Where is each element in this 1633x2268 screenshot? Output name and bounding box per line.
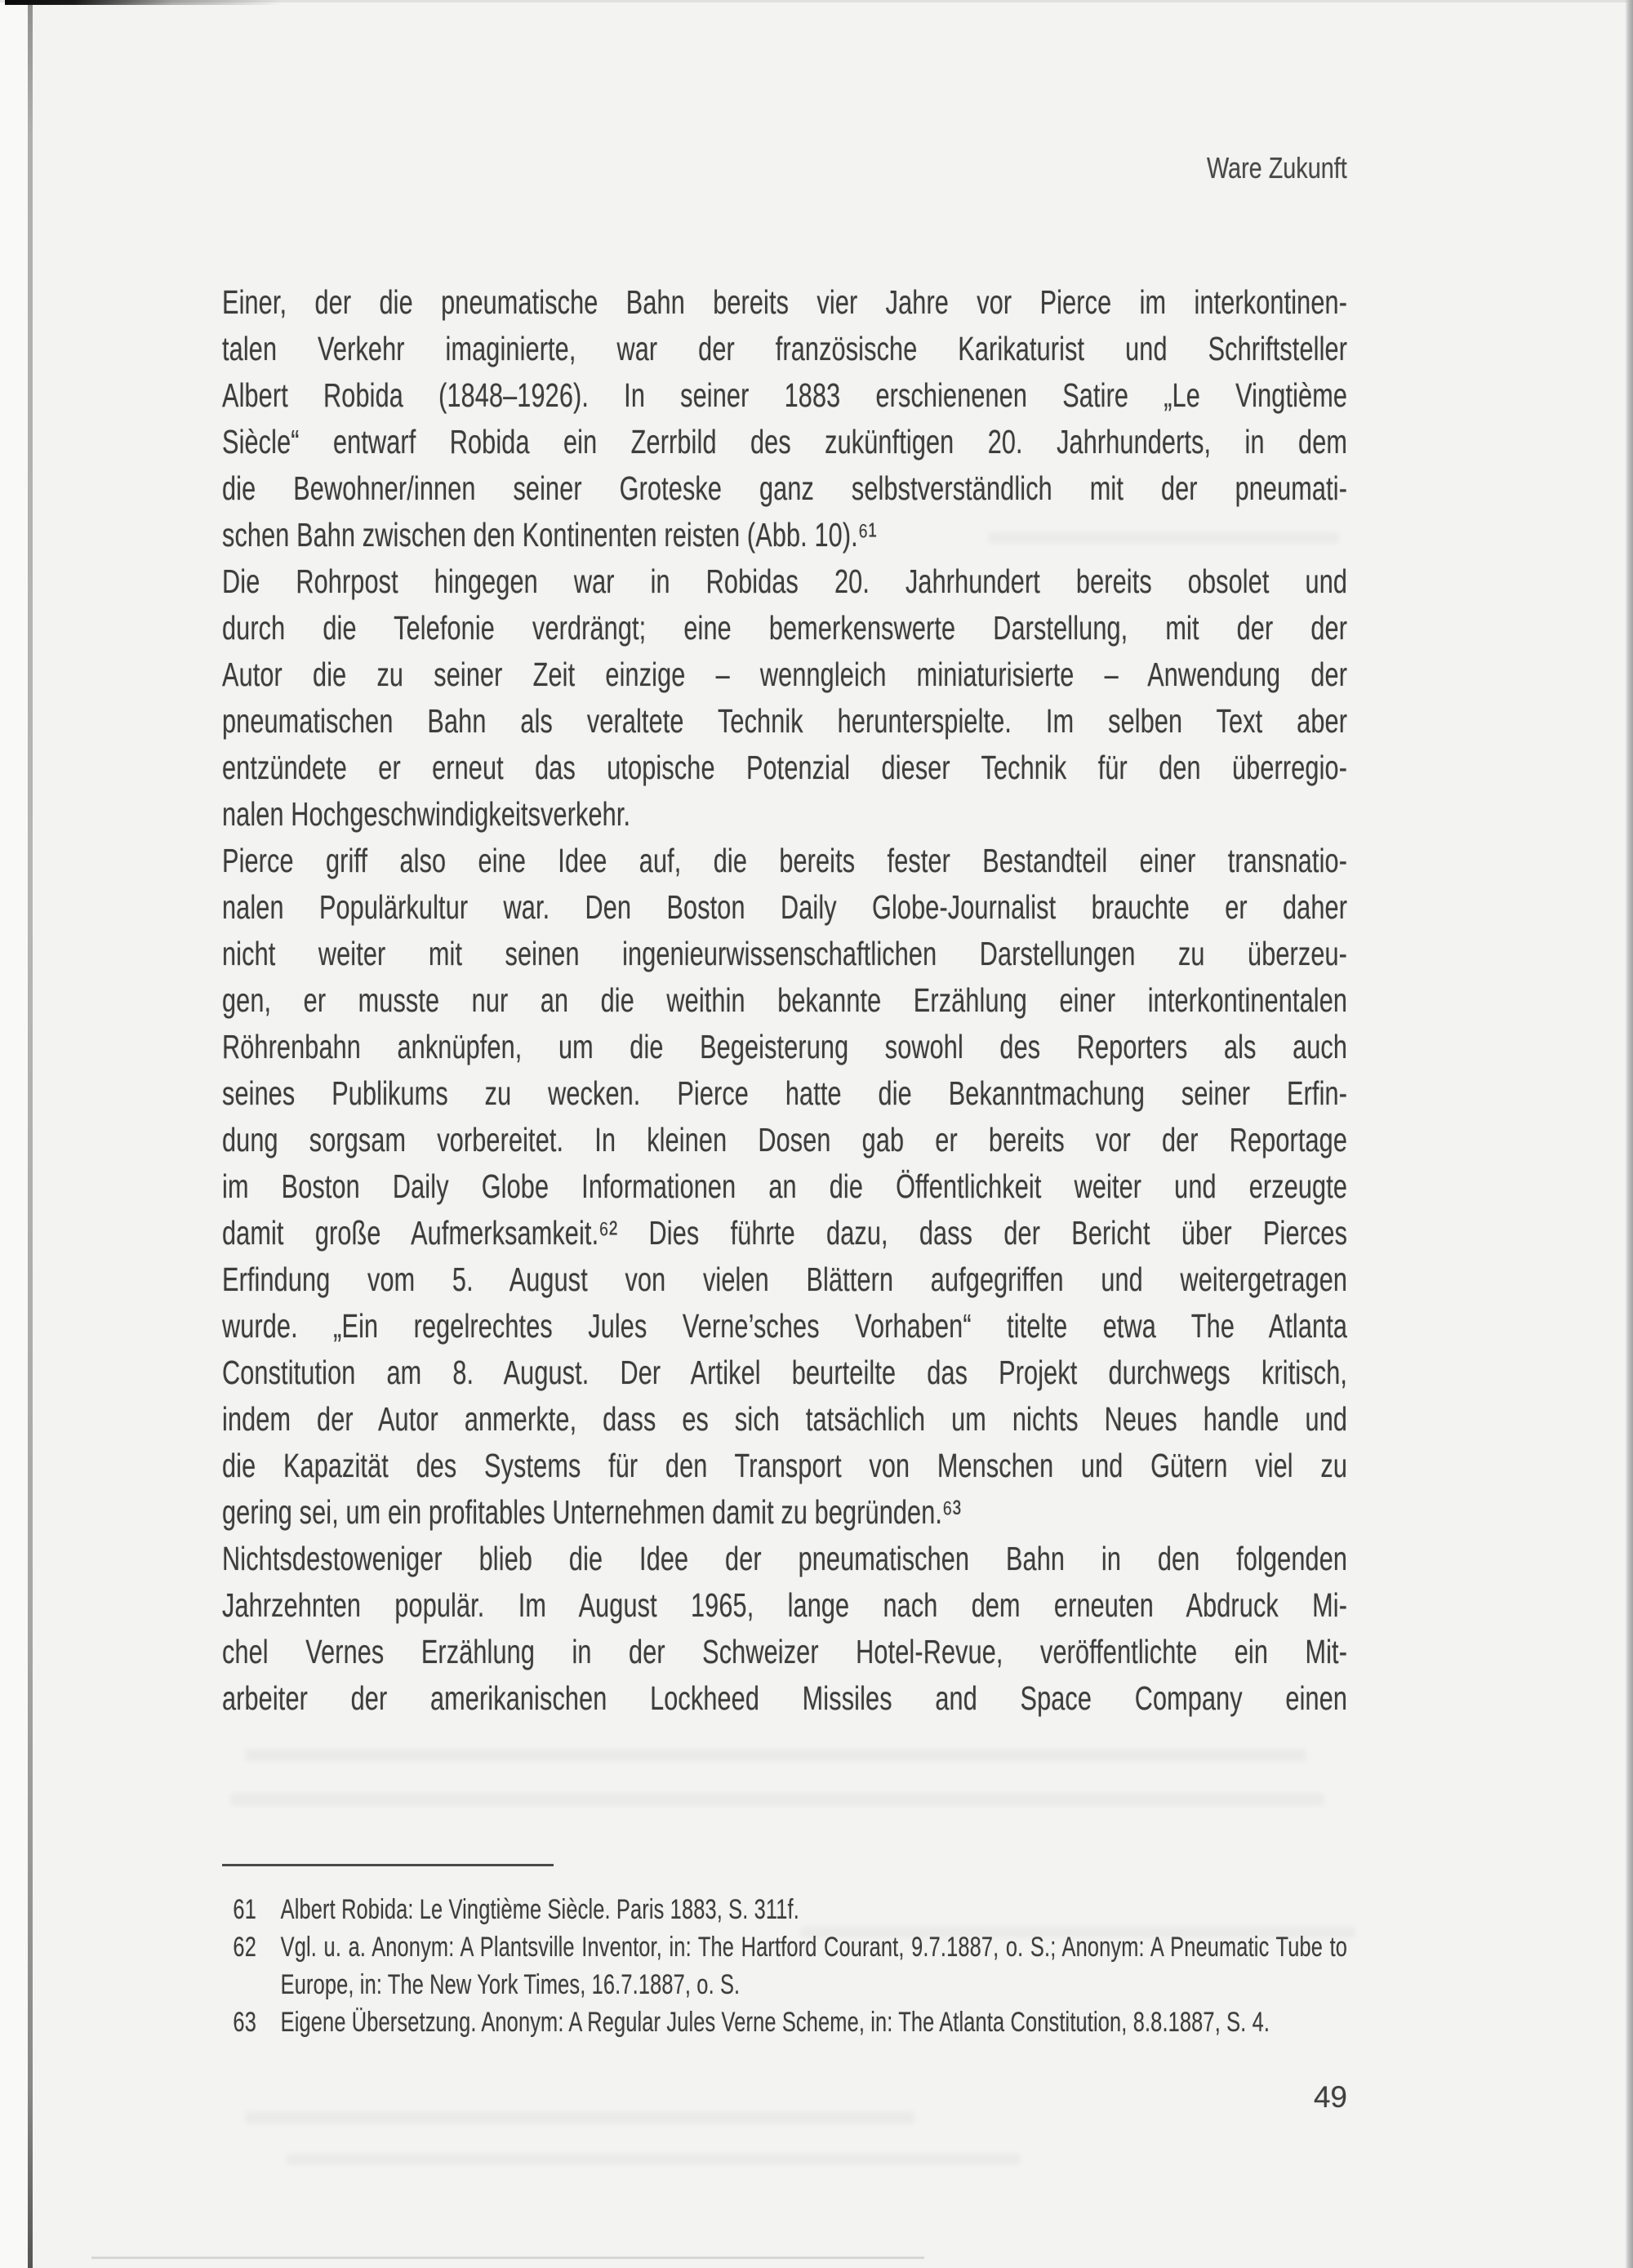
paragraph (222, 558, 1347, 838)
footnote-text: Albert Robida: Le Vingtième Siècle. Paris 1883, S. 311f. (280, 1894, 799, 1925)
paragraph (222, 838, 1347, 1536)
scan-bottom-edge-mark (91, 2257, 924, 2259)
footnote-number: 61 (233, 1894, 256, 1925)
ghost-text (286, 2154, 1021, 2165)
text-line: Constitution am 8. August. Der Artikel beurteilte das Projekt durchwegs kritisch, (222, 1354, 1348, 1391)
footnote-text: Eigene Übersetzung. Anonym: A Regular Jules Verne Scheme, in: The Atlanta Constitution, 8.8.1887, S. 4. (280, 2007, 1270, 2038)
text-line: Autor die zu seiner Zeit einzige – wenngleich miniaturisierte – Anwendung der (222, 656, 1348, 693)
text-line: die Bewohner/innen seiner Groteske ganz selbstverständlich mit der pneumati- (222, 469, 1348, 507)
footnote-number: 62 (233, 1932, 256, 1963)
text-line: nicht weiter mit seinen ingenieurwissenschaftlichen Darstellungen zu überzeu- (222, 935, 1348, 972)
footnote-number: 63 (233, 2007, 256, 2038)
page-right-edge (1625, 0, 1633, 2268)
ghost-text (245, 1749, 1306, 1762)
footnote-item (222, 1928, 1347, 2003)
footnote-item (222, 1891, 1347, 1928)
text-line: im Boston Daily Globe Informationen an die Öffentlichkeit weiter und erzeugte (222, 1167, 1348, 1205)
text-line: pneumatischen Bahn als veraltete Technik herunterspielte. Im selben Text aber (222, 702, 1348, 740)
text-line: seines Publikums zu wecken. Pierce hatte die Bekanntmachung seiner Erfin- (222, 1074, 1348, 1112)
page-number: 49 (1313, 2080, 1347, 2114)
page-gutter-margin (0, 0, 29, 2268)
text-line: indem der Autor anmerkte, dass es sich tatsächlich um nichts Neues handle und (222, 1400, 1348, 1438)
body-text (222, 279, 1347, 1722)
text-line: die Kapazität des Systems für den Transport von Menschen und Gütern viel zu (222, 1447, 1348, 1484)
text-line: damit große Aufmerksamkeit.⁶² Dies führte dazu, dass der Bericht über Pierces (222, 1214, 1348, 1252)
text-line: Erfindung vom 5. August von vielen Blättern aufgegriffen und weitergetragen (222, 1261, 1348, 1298)
footnote-separator-rule (222, 1864, 554, 1866)
running-header (222, 152, 1347, 185)
text-line: Nichtsdestoweniger blieb die Idee der pneumatischen Bahn in den folgenden (222, 1540, 1348, 1577)
text-line: gering sei, um ein profitables Unternehmen damit zu begründen.⁶³ (222, 1493, 962, 1531)
text-line: chel Vernes Erzählung in der Schweizer Hotel-Revue, veröffentlichte ein Mit- (222, 1633, 1348, 1670)
book-spine-seam (28, 0, 33, 2268)
text-line: durch die Telefonie verdrängt; eine bemerkenswerte Darstellung, mit der der (222, 609, 1348, 647)
text-line: Röhrenbahn anknüpfen, um die Begeisterung sowohl des Reporters als auch (222, 1028, 1348, 1065)
text-line: Die Rohrpost hingegen war in Robidas 20. Jahrhundert bereits obsolet und (222, 563, 1348, 600)
text-line: entzündete er erneut das utopische Potenzial dieser Technik für den überregio- (222, 749, 1348, 786)
text-line: talen Verkehr imaginierte, war der französische Karikaturist und Schriftsteller (222, 330, 1348, 367)
footnote-text: Vgl. u. a. Anonym: A Plantsville Inventor, in: The Hartford Courant, 9.7.1887, o. S.; Anonym: A Pneumatic Tube to Europe, in: The New York Times, 16.7.1887, o. S. (280, 1932, 1348, 2000)
running-header-label: Ware Zukunft (1207, 151, 1347, 185)
ghost-text (230, 1793, 1324, 1806)
text-line: nalen Hochgeschwindigkeitsverkehr. (222, 795, 631, 833)
text-line: Siècle“ entwarf Robida ein Zerrbild des zukünftigen 20. Jahrhunderts, in dem (222, 423, 1348, 460)
text-line: schen Bahn zwischen den Kontinenten reisten (Abb. 10).⁶¹ (222, 516, 877, 554)
text-line: arbeiter der amerikanischen Lockheed Missiles and Space Company einen (222, 1679, 1348, 1717)
text-line: Einer, der die pneumatische Bahn bereits vier Jahre vor Pierce im interkontinen- (222, 283, 1348, 321)
text-line: dung sorgsam vorbereitet. In kleinen Dosen gab er bereits vor der Reportage (222, 1121, 1348, 1158)
text-line: gen, er musste nur an die weithin bekannte Erzählung einer interkontinentalen (222, 981, 1348, 1019)
scan-top-edge-shadow (0, 0, 1633, 2)
text-line: nalen Populärkultur war. Den Boston Daily Globe-Journalist brauchte er daher (222, 888, 1348, 926)
text-line: Albert Robida (1848–1926). In seiner 1883 erschienenen Satire „Le Vingtième (222, 376, 1348, 414)
footnote-item (222, 2003, 1347, 2041)
text-line: Jahrzehnten populär. Im August 1965, lange nach dem erneuten Abdruck Mi- (222, 1586, 1348, 1624)
paragraph (222, 1536, 1347, 1722)
footnotes (222, 1891, 1347, 2041)
text-line: wurde. „Ein regelrechtes Jules Verne’sches Vorhaben“ titelte etwa The Atlanta (222, 1307, 1348, 1345)
text-line: Pierce griff also eine Idee auf, die bereits fester Bestandteil einer transnatio- (222, 842, 1348, 879)
paragraph (222, 279, 1347, 558)
